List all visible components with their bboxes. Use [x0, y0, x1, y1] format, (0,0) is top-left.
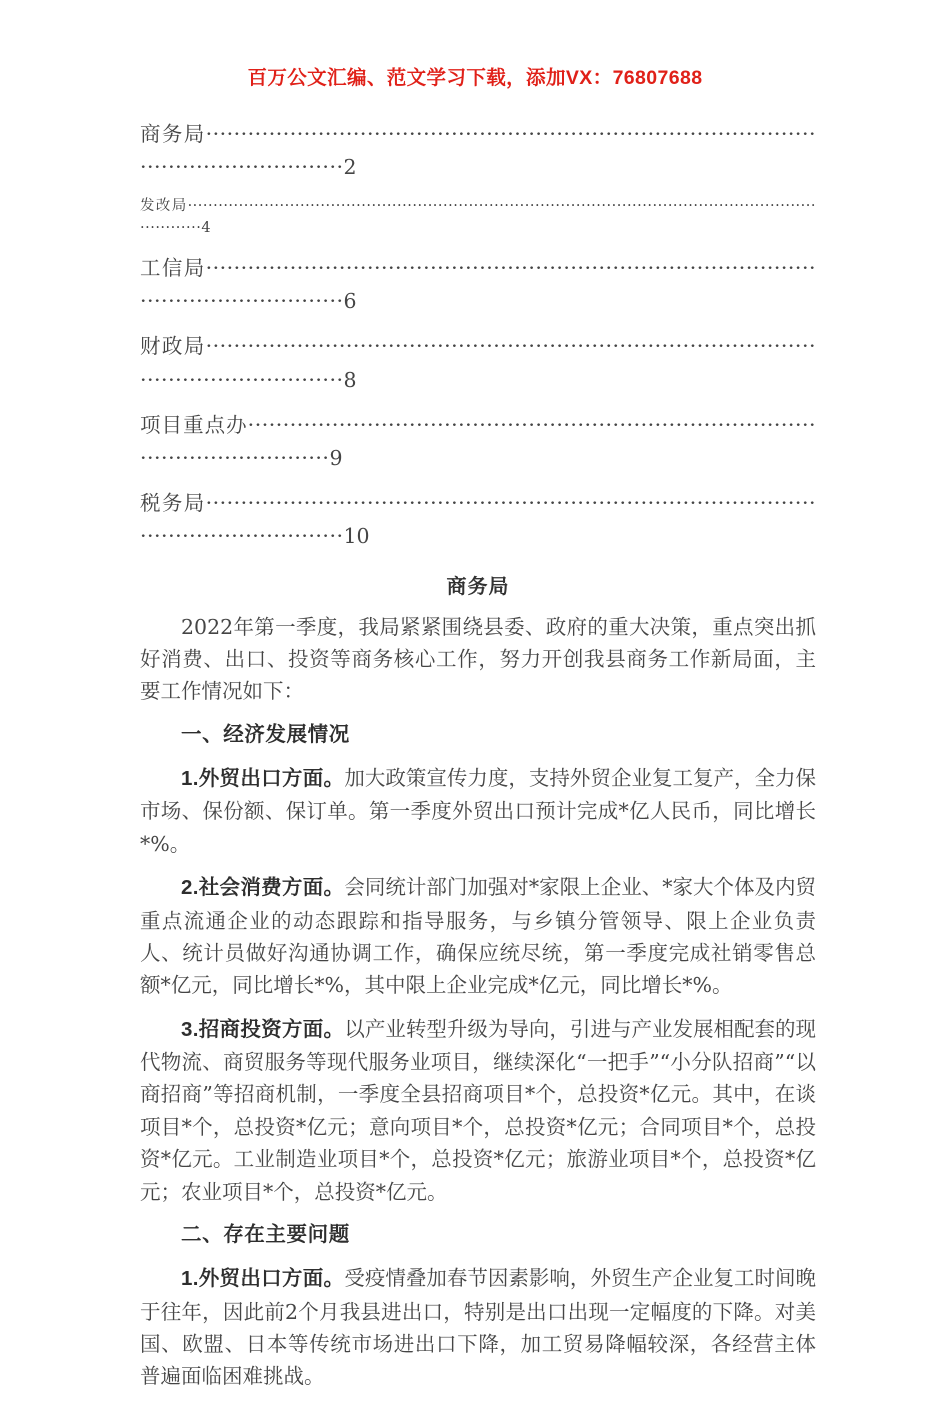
toc-dot-leader: ·······························································································	[140, 491, 816, 549]
toc-page-number: 8	[343, 367, 357, 392]
toc-entry-title: 税务局	[140, 491, 206, 516]
section-heading: 二、存在主要问题	[181, 1222, 350, 1246]
toc-entry-title: 发改局	[140, 198, 188, 215]
toc-entry[interactable]	[140, 487, 816, 553]
toc-dot-leader-continued: ·····················	[196, 367, 344, 392]
section-heading: 一、经济发展情况	[181, 722, 350, 746]
promo-banner: 百万公文汇编、范文学习下载，添加VX：76807688	[247, 67, 703, 89]
toc-dot-leader-continued: ·····················	[182, 445, 330, 470]
section-item-paragraph	[140, 762, 816, 860]
toc-page-number: 10	[343, 524, 370, 549]
section-item-paragraph	[140, 1262, 816, 1393]
toc-page-number: 6	[343, 289, 357, 314]
item-body-text: 加大政策宣传力度，支持外贸企业复工复产，全力保市场、保份额、保订单。第一季度外贸出口预计完成*亿人民币，同比增长*%。	[140, 766, 817, 856]
toc-page-number: 2	[343, 155, 357, 180]
section-item-paragraph	[140, 871, 816, 1002]
item-lead-label: 1.外贸出口方面。	[181, 767, 345, 791]
toc-entry-title: 项目重点办	[140, 412, 248, 437]
item-lead-label: 2.社会消费方面。	[181, 876, 345, 900]
table-of-contents	[140, 118, 816, 554]
toc-dot-leader-continued: ·····················	[196, 155, 344, 180]
toc-dot-leader: ·······························································································	[140, 255, 816, 314]
item-body-text: 以产业转型升级为导向，引进与产业发展相配套的现代物流、商贸服务等现代服务业项目，继续深化“一把手”“小分队招商”“以商招商”等招商机制，一季度全县招商项目*个，总投资*亿元。其中，在谈项目*个，总投资*亿元；意向项目*个，总投资*亿元；合同项目*个，总投资*亿元。工业制造业项目*个，总投资*亿元；旅游业项目*个，总投资*亿元；农业项目*个，总投资*亿元。	[140, 1016, 817, 1204]
toc-entry-title: 工信局	[140, 255, 206, 280]
page-title: 商务局	[446, 575, 510, 598]
toc-dot-leader: ·······························································································	[140, 122, 816, 180]
toc-entry[interactable]	[140, 252, 816, 318]
toc-entry-title: 商务局	[140, 122, 206, 146]
item-body-text: 会同统计部门加强对*家限上企业、*家大个体及内贸重点流通企业的动态跟踪和指导服务，与乡镇分管领导、限上企业负责人、统计员做好沟通协调工作，确保应统尽统，第一季度完成社销零售总额*亿元，同比增长*%，其中限上企业完成*亿元，同比增长*%。	[140, 875, 817, 998]
section-item-paragraph	[140, 1013, 816, 1208]
item-lead-label: 3.招商投资方面。	[181, 1017, 345, 1041]
item-body-text: 受疫情叠加春节因素影响，外贸生产企业复工时间晚于往年，因此前2个月我县进出口，特别是出口出现一定幅度的下降。对美国、欧盟、日本等传统市场进出口下降，加工贸易降幅较深，各经营主体普遍面临困难挑战。	[140, 1266, 817, 1389]
toc-dot-leader-continued: ·····················	[196, 524, 344, 549]
toc-page-number: 9	[329, 445, 343, 470]
toc-entry[interactable]	[140, 330, 816, 396]
toc-entry-title: 财政局	[140, 334, 206, 359]
toc-page-number: 4	[201, 220, 211, 237]
toc-dot-leader: ·······················································································	[140, 412, 816, 470]
document-content	[140, 118, 816, 1404]
toc-dot-leader-continued: ···········	[145, 220, 202, 237]
toc-entry[interactable]	[140, 118, 816, 184]
toc-entry[interactable]	[140, 196, 816, 240]
intro-paragraph: 2022年第一季度，我局紧紧围绕县委、政府的重大决策，重点突出抓好消费、出口、投资等商务核心工作，努力开创我县商务工作新局面，主要工作情况如下：	[140, 614, 816, 704]
item-lead-label: 1.外贸出口方面。	[181, 1267, 345, 1291]
toc-entry[interactable]	[140, 409, 816, 475]
toc-dot-leader: ·······························································································	[140, 334, 816, 392]
toc-dot-leader: ····························································································································	[140, 198, 816, 237]
toc-dot-leader-continued: ·····················	[196, 289, 344, 314]
